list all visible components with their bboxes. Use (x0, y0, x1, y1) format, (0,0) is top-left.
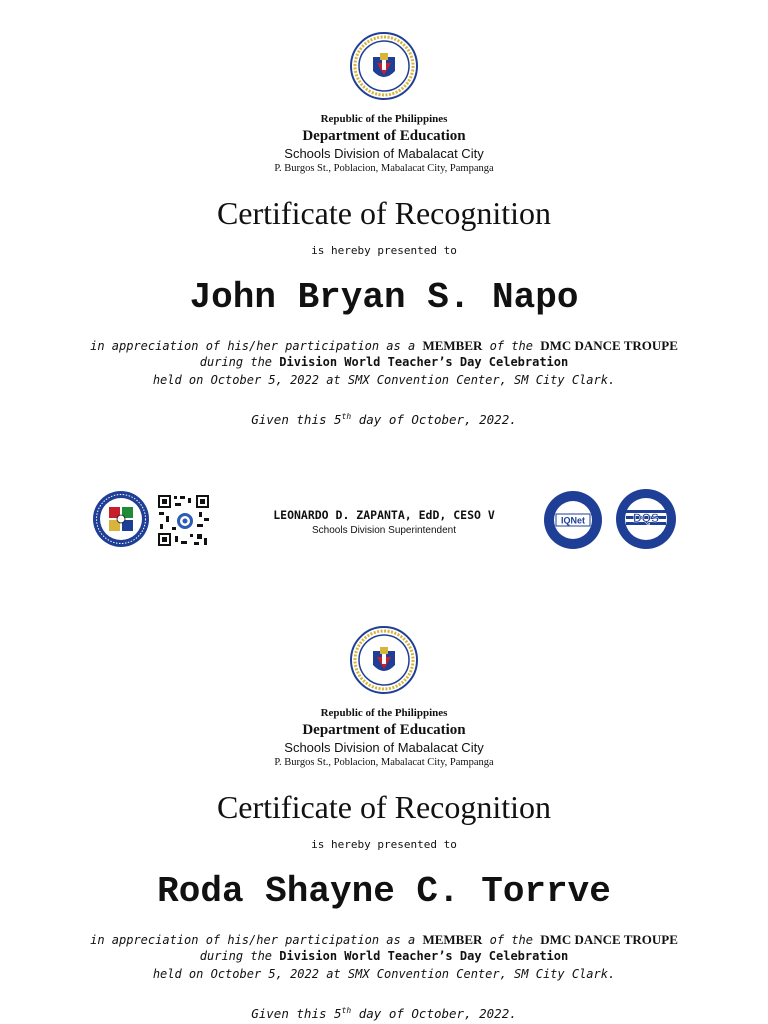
republic-line: Republic of the Philippines (320, 113, 448, 125)
iqnet-certified-management-system-icon (542, 490, 604, 550)
dqs-iso-9001-icon (612, 488, 680, 550)
division-address: P. Burgos St., Poblacion, Mabalacat City, Pampanga (274, 757, 494, 768)
republic-line: Republic of the Philippines (320, 707, 448, 719)
appreciation-line-1: in appreciation of his/her participation as a MEMBER of the DMC DANCE TROUPE (90, 932, 678, 947)
division-name: Schools Division of Mabalacat City (284, 740, 484, 755)
presented-line: is hereby presented to (311, 838, 457, 851)
appreciation-line-2: during the Division World Teacher’s Day Celebration (199, 949, 569, 963)
appreciation-line-3: held on October 5, 2022 at SMX Convention Center, SM City Clark. (152, 373, 616, 387)
division-address: P. Burgos St., Poblacion, Mabalacat City, Pampanga (274, 163, 494, 174)
certificate-footer (0, 488, 768, 552)
certificate-title: Certificate of Recognition (216, 195, 552, 231)
given-date-line: Given this 5th day of October, 2022. (251, 412, 517, 428)
certificate-title: Certificate of Recognition (216, 789, 552, 825)
svg-text:IQNet: IQNet (560, 515, 586, 526)
department-name: Department of Education (302, 722, 466, 738)
division-name: Schools Division of Mabalacat City (284, 146, 484, 161)
appreciation-line-3: held on October 5, 2022 at SMX Convention Center, SM City Clark. (152, 967, 616, 981)
recipient-name: Roda Shayne C. Torrve (157, 871, 611, 912)
svg-text:DQS: DQS (632, 511, 660, 525)
deped-seal-icon (349, 625, 419, 695)
signatory-name: LEONARDO D. ZAPANTA, EdD, CESO V (273, 508, 495, 522)
appreciation-line-2: during the Division World Teacher’s Day Celebration (199, 355, 569, 369)
department-name: Department of Education (302, 128, 466, 144)
recipient-name: John Bryan S. Napo (189, 277, 579, 318)
signatory-title: Schools Division Superintendent (312, 525, 456, 536)
presented-line: is hereby presented to (311, 244, 457, 257)
appreciation-line-1: in appreciation of his/her participation as a MEMBER of the DMC DANCE TROUPE (90, 338, 678, 353)
deped-seal-icon (349, 31, 419, 101)
given-date-line: Given this 5th day of October, 2022. (251, 1006, 517, 1022)
